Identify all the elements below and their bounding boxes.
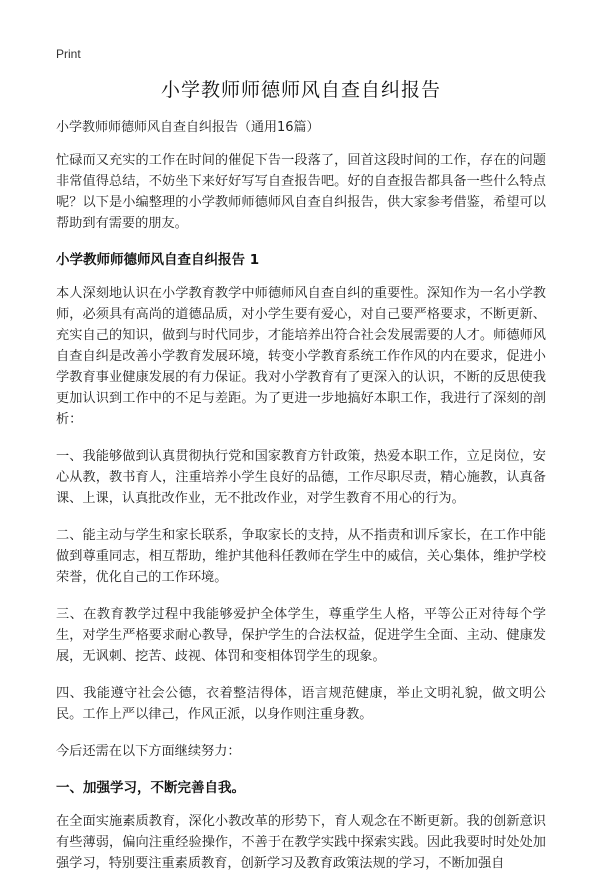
print-link[interactable]: Print bbox=[56, 47, 81, 61]
intro-paragraph: 忙碌而又充实的工作在时间的催促下告一段落了，回首这段时间的工作，存在的问题非常值得总结，不妨坐下来好好写写自查报告吧。好的自查报告都具备一些什么特点呢？以下是小编整理的小学教师师德师风自查自纠报告，供大家参考借鉴，希望可以帮助到有需要的朋友。 bbox=[56, 153, 546, 231]
section-heading: 小学教师师德师风自查自纠报告 1 bbox=[56, 252, 260, 268]
paragraph: 三、在教育教学过程中我能够爱护全体学生，尊重学生人格，平等公正对待每个学生，对学生严格要求耐心教导，保护学生的合法权益，促进学生全面、主动、健康发展，无讽刺、挖苦、歧视、体罚和变相体罚学生的现象。 bbox=[56, 607, 546, 664]
subsection-heading: 一、加强学习，不断完善自我。 bbox=[56, 780, 245, 796]
paragraph: 今后还需在以下方面继续努力： bbox=[56, 744, 241, 759]
document-body bbox=[56, 76, 546, 890]
paragraph: 一、我能够做到认真贯彻执行党和国家教育方针政策，热爱本职工作，立足岗位，安心从教，教书育人，注重培养小学生良好的品德，工作尽职尽责，精心施教，认真备课、上课，认真批改作业，无不批改作业，对学生教育不用心的行为。 bbox=[56, 449, 546, 506]
paragraph: 四、我能遵守社会公德，衣着整洁得体，语言规范健康，举止文明礼貌，做文明公民。工作上严以律己，作风正派，以身作则注重身教。 bbox=[56, 686, 546, 722]
paragraph: 本人深刻地认识在小学教育教学中师德师风自查自纠的重要性。深知作为一名小学教师，必须具有高尚的道德品质，对小学生要有爱心，对自己要严格要求，不断更新、充实自己的知识，做到与时代同步，才能培养出符合社会发展需要的人才。师德师风自查自纠是改善小学教育发展环境，转变小学教育系统工作作风的内在要求，促进小学教育事业健康发展的有力保证。我对小学教育有了更深入的认识，不断的反思使我更加认识到工作中的不足与差距。为了更进一步地搞好本职工作，我进行了深刻的剖析： bbox=[56, 286, 546, 427]
page-title: 小学教师师德师风自查自纠报告 bbox=[160, 79, 441, 101]
closing-paragraph: 在全面实施素质教育，深化小教改革的形势下，育人观念在不断更新。我的创新意识有些薄弱，偏向注重经验操作，不善于在教学实践中探索实践。因此我要时时处处加强学习，特别要注重素质教育，创新学习及教育政策法规的学习，不断加强自 bbox=[56, 814, 546, 871]
document-subtitle: 小学教师师德师风自查自纠报告（通用16篇） bbox=[56, 120, 320, 135]
paragraph: 二、能主动与学生和家长联系，争取家长的支持，从不指责和训斥家长，在工作中能做到尊重同志，相互帮助，维护其他科任教师在学生中的威信，关心集体，维护学校荣誉，优化自己的工作环境。 bbox=[56, 528, 546, 585]
